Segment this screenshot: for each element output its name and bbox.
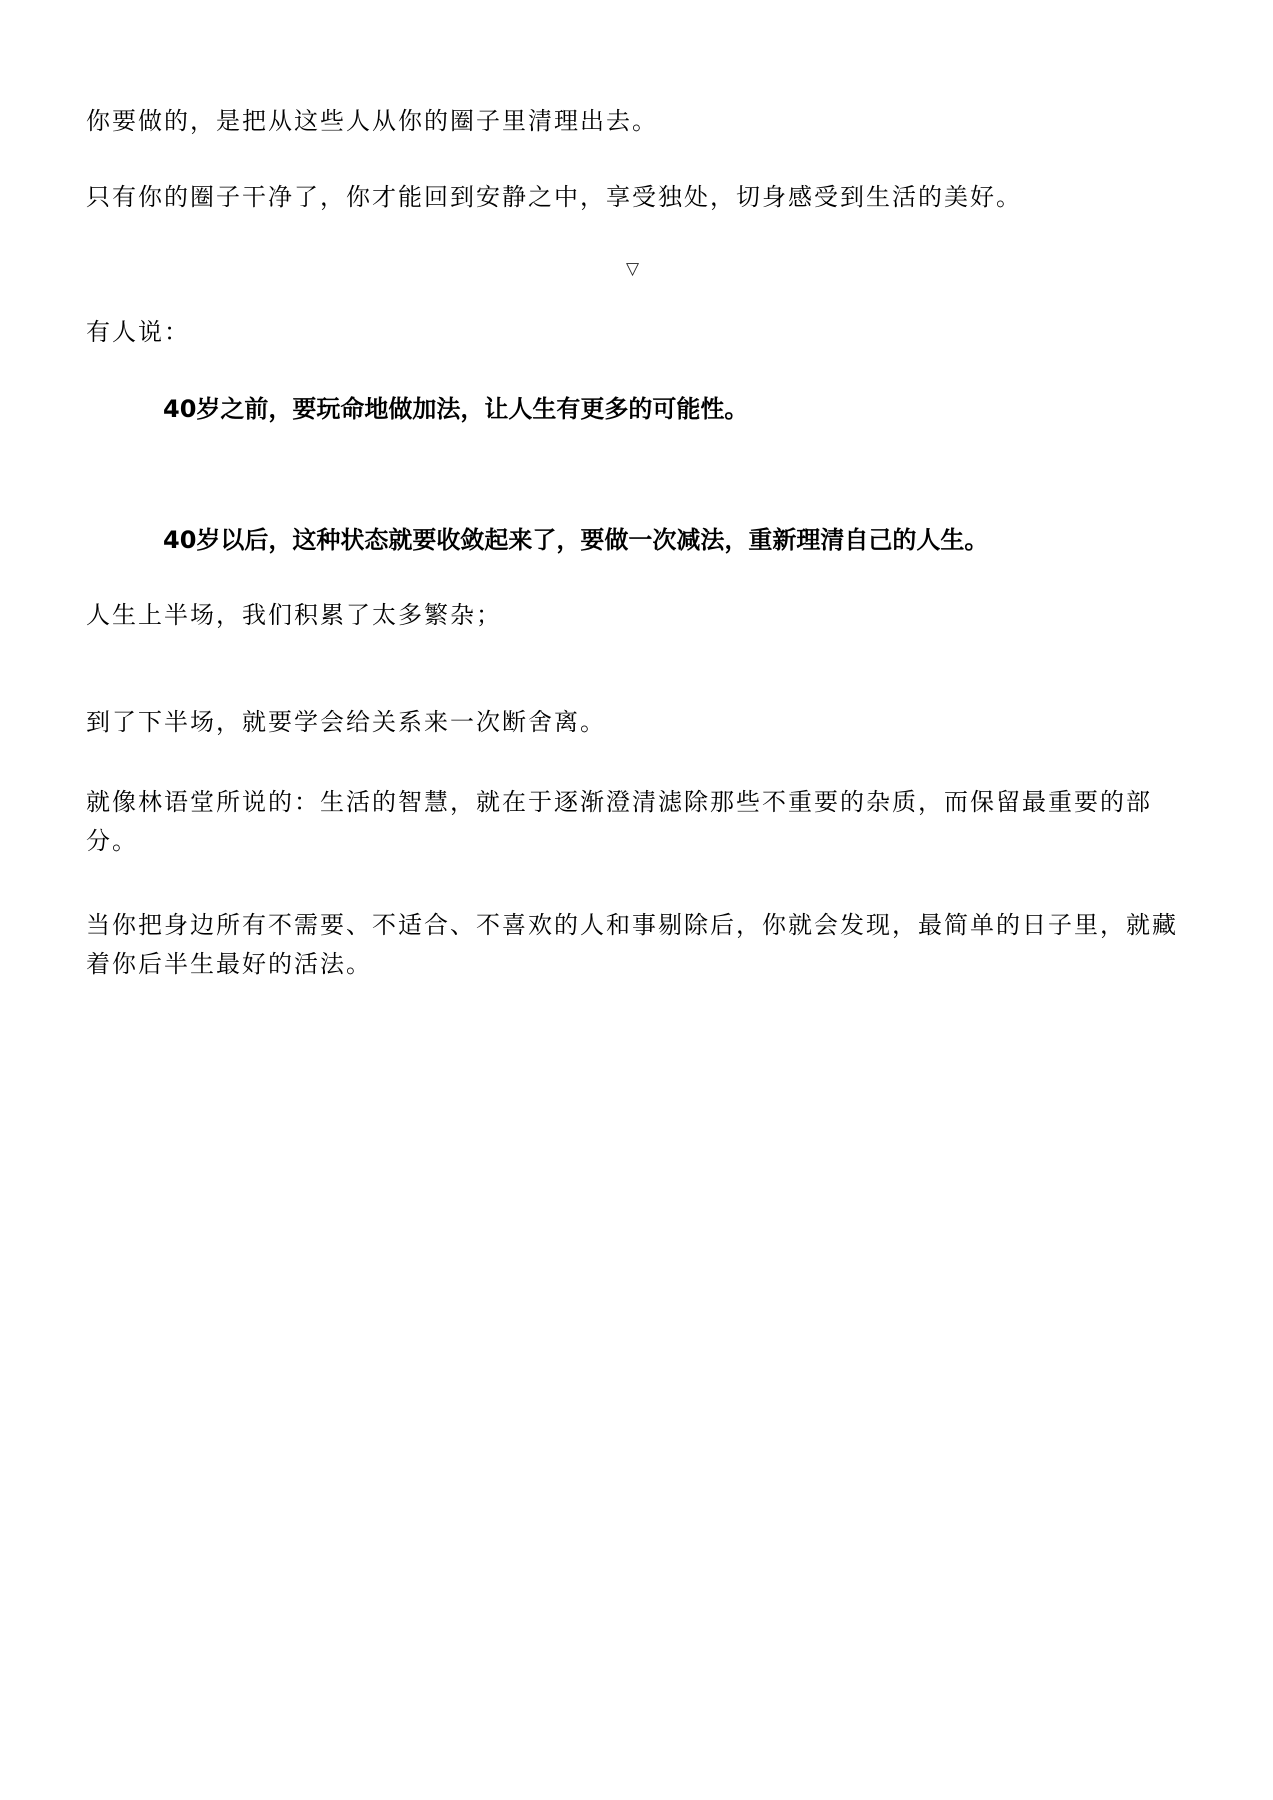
paragraph: 你要做的，是把从这些人从你的圈子里清理出去。 <box>86 107 658 135</box>
paragraph-conclusion: 当你把身边所有不需要、不适合、不喜欢的人和事剔除后，你就会发现，最简单的日子里，就藏着你后半生最好的活法。 <box>86 911 1178 978</box>
paragraph: 只有你的圈子干净了，你才能回到安静之中，享受独处，切身感受到生活的美好。 <box>86 183 1022 211</box>
paragraph-quote-lin-yutang: 就像林语堂所说的：生活的智慧，就在于逐渐澄清滤除那些不重要的杂质，而保留最重要的部分。 <box>86 788 1152 855</box>
paragraph: 到了下半场，就要学会给关系来一次断舍离。 <box>86 708 606 736</box>
section-divider-triangle-icon: ▽ <box>626 259 640 279</box>
quote-before-40: 40岁之前，要玩命地做加法，让人生有更多的可能性。 <box>163 395 749 423</box>
paragraph: 人生上半场，我们积累了太多繁杂； <box>86 601 502 629</box>
quote-after-40: 40岁以后，这种状态就要收敛起来了，要做一次减法，重新理清自己的人生。 <box>163 526 989 554</box>
intro-text: 有人说： <box>86 318 190 346</box>
